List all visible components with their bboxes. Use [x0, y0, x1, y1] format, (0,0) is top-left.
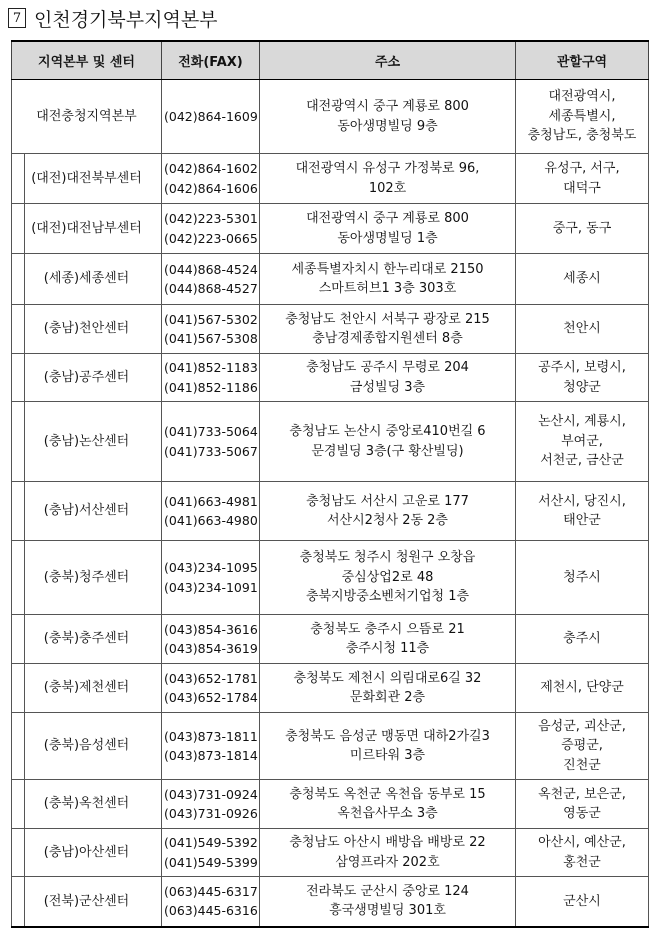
address [260, 354, 516, 402]
jurisdiction-area [516, 305, 649, 354]
indent-divider [24, 305, 25, 353]
jurisdiction-area-line: 세종시 [563, 271, 601, 287]
jurisdiction-area [516, 402, 649, 482]
jurisdiction-area-line: 서천군, 금산군 [540, 453, 624, 469]
phone-number [162, 154, 260, 204]
phone-number-line: (044)868-4527 [164, 281, 258, 296]
jurisdiction-area-line: 진천군 [563, 757, 601, 773]
jurisdiction-area [516, 482, 649, 541]
phone-number-line: (043)873-1814 [164, 748, 258, 763]
phone-number [162, 541, 260, 615]
center-name: (충북)충주센터 [12, 615, 162, 664]
center-directory-table [11, 40, 649, 928]
center-name: (세종)세종센터 [12, 254, 162, 305]
jurisdiction-area-line: 유성구, 서구, [544, 161, 620, 176]
center-name: (충북)옥천센터 [12, 780, 162, 829]
table-row [12, 402, 649, 482]
jurisdiction-area-line: 천안시 [563, 321, 601, 337]
address-line: 금성빌딩 3층 [349, 379, 426, 395]
jurisdiction-area [516, 829, 649, 877]
table-row [12, 204, 649, 254]
jurisdiction-area-line: 중구, 동구 [552, 220, 612, 236]
table-row [12, 154, 649, 204]
jurisdiction-area [516, 713, 649, 780]
table-row [12, 829, 649, 877]
phone-number-line: (043)731-0924 [164, 786, 258, 802]
address [260, 305, 516, 354]
section-title [8, 5, 218, 31]
phone-number-line: (041)549-5392 [164, 835, 258, 850]
address-line: 전라북도 군산시 중앙로 124 [306, 883, 469, 899]
address-line: 중심상업2로 48 [341, 569, 434, 585]
address [260, 541, 516, 615]
center-name: (충남)공주센터 [12, 354, 162, 402]
address-line: 서산시2청사 2동 2층 [327, 513, 448, 528]
address-line: 충주시청 11층 [345, 641, 430, 656]
jurisdiction-area [516, 780, 649, 829]
indent-divider [24, 154, 25, 203]
phone-number-line: (041)567-5302 [164, 311, 258, 327]
address [260, 713, 516, 780]
address-line: 102호 [368, 180, 407, 196]
indent-divider [24, 829, 25, 876]
address-line: 충북지방중소벤처기업청 1층 [305, 589, 470, 605]
phone-number-line: (041)733-5064 [164, 424, 258, 439]
jurisdiction-area-line: 대전광역시, [548, 89, 616, 105]
phone-number-line: (041)663-4980 [164, 513, 258, 528]
jurisdiction-area [516, 204, 649, 254]
table-row [12, 254, 649, 305]
phone-number-line: (043)234-1095 [164, 560, 258, 575]
phone-number [162, 713, 260, 780]
phone-number-line: (043)854-3616 [164, 621, 258, 637]
jurisdiction-area-line: 세종특별시, [548, 108, 616, 124]
address-line: 대전광역시 중구 계룡로 800 [306, 99, 469, 114]
table-row [12, 482, 649, 541]
phone-number [162, 877, 260, 927]
address [260, 664, 516, 713]
phone-number-line: (041)852-1186 [164, 379, 258, 395]
center-name: (충남)천안센터 [12, 305, 162, 354]
phone-number [162, 482, 260, 541]
phone-number-line: (043)854-3619 [164, 641, 258, 656]
phone-number-line: (041)733-5067 [164, 443, 258, 459]
address [260, 829, 516, 877]
address-line: 스마트허브1 3층 303호 [318, 281, 457, 296]
phone-number-line: (043)873-1811 [164, 728, 258, 744]
center-name: (대전)대전북부센터 [12, 154, 162, 204]
jurisdiction-area-line: 증평군, [561, 738, 603, 754]
jurisdiction-area-line: 홍천군 [563, 854, 601, 870]
phone-number [162, 402, 260, 482]
indent-divider [24, 354, 25, 401]
address-line: 삼영프라자 202호 [335, 854, 440, 870]
center-name: (충남)서산센터 [12, 482, 162, 541]
jurisdiction-area-line: 제천시, 단양군 [540, 680, 624, 696]
indent-divider [24, 482, 25, 540]
phone-number [162, 829, 260, 877]
phone-number-line: (063)445-6317 [164, 883, 258, 899]
address-line: 충청남도 천안시 서북구 광장로 215 [285, 311, 490, 327]
phone-number-line: (042)223-0665 [164, 230, 258, 246]
indent-divider [24, 541, 25, 614]
phone-number-line: (043)652-1781 [164, 670, 258, 686]
center-name: 대전충청지역본부 [12, 80, 162, 154]
phone-number-line: (042)223-5301 [164, 211, 258, 226]
jurisdiction-area [516, 664, 649, 713]
address-line: 충청남도 아산시 배방읍 배방로 22 [289, 835, 486, 850]
center-name: (충남)아산센터 [12, 829, 162, 877]
phone-number-line: (041)663-4981 [164, 493, 258, 509]
center-name: (전북)군산센터 [12, 877, 162, 927]
center-name: (충남)논산센터 [12, 402, 162, 482]
indent-divider [24, 877, 25, 926]
jurisdiction-area-line: 옥천군, 보은군, [538, 786, 626, 802]
phone-number [162, 664, 260, 713]
table-row [12, 615, 649, 664]
header-address: 주소 [260, 41, 516, 80]
phone-number-line: (041)567-5308 [164, 331, 258, 346]
jurisdiction-area [516, 615, 649, 664]
phone-number-line: (063)445-6316 [164, 903, 258, 919]
address-line: 충남경제종합지원센터 8층 [312, 331, 463, 346]
phone-number-line: (043)234-1091 [164, 579, 258, 595]
phone-number [162, 780, 260, 829]
jurisdiction-area-line: 음성군, 괴산군, [538, 718, 626, 734]
header-phone: 전화(FAX) [162, 41, 260, 80]
indent-divider [24, 713, 25, 779]
address [260, 80, 516, 154]
table-row [12, 541, 649, 615]
table-row [12, 305, 649, 354]
table-row [12, 713, 649, 780]
phone-number [162, 305, 260, 354]
address [260, 204, 516, 254]
jurisdiction-area-line: 부여군, [561, 433, 603, 449]
address-line: 충청남도 서산시 고운로 177 [306, 493, 469, 509]
center-name: (충북)음성센터 [12, 713, 162, 780]
address-line: 옥천읍사무소 3층 [337, 806, 438, 821]
jurisdiction-area-line: 논산시, 계룡시, [538, 414, 626, 430]
address [260, 254, 516, 305]
indent-divider [24, 204, 25, 253]
address-line: 문화회관 2층 [349, 690, 426, 705]
address [260, 482, 516, 541]
address-line: 충청북도 옥천군 옥천읍 동부로 15 [289, 786, 486, 802]
jurisdiction-area-line: 충주시 [563, 631, 601, 647]
indent-divider [24, 402, 25, 481]
phone-number [162, 254, 260, 305]
address-line: 미르타워 3층 [349, 748, 426, 763]
jurisdiction-area [516, 541, 649, 615]
phone-number [162, 615, 260, 664]
jurisdiction-area-line: 군산시 [563, 893, 601, 909]
address-line: 세종특별자치시 한누리대로 2150 [291, 261, 484, 277]
phone-number [162, 80, 260, 154]
phone-number [162, 354, 260, 402]
address-line: 동아생명빌딩 1층 [337, 230, 438, 246]
address-line: 대전광역시 중구 계룡로 800 [306, 211, 469, 226]
indent-divider [24, 615, 25, 663]
phone-number-line: (043)731-0926 [164, 806, 258, 821]
jurisdiction-area-line: 청주시 [563, 569, 601, 585]
center-name: (충북)청주센터 [12, 541, 162, 615]
jurisdiction-area-line: 아산시, 예산군, [538, 835, 626, 850]
address-line: 충청북도 충주시 으뜸로 21 [310, 621, 465, 637]
jurisdiction-area [516, 877, 649, 927]
address [260, 877, 516, 927]
jurisdiction-area [516, 354, 649, 402]
jurisdiction-area-line: 공주시, 보령시, [538, 360, 626, 375]
phone-number [162, 204, 260, 254]
jurisdiction-area-line: 영동군 [563, 806, 601, 821]
jurisdiction-area-line: 청양군 [563, 379, 601, 395]
header-area: 관할구역 [516, 41, 649, 80]
address [260, 615, 516, 664]
address-line: 충청남도 논산시 중앙로410번길 6 [289, 424, 486, 439]
table-row [12, 80, 649, 154]
jurisdiction-area-line: 태안군 [563, 513, 601, 528]
address-line: 흥국생명빌딩 301호 [329, 903, 446, 919]
phone-number-line: (042)864-1609 [164, 108, 258, 124]
address [260, 154, 516, 204]
phone-number-line: (044)868-4524 [164, 261, 258, 277]
header-row [12, 41, 649, 80]
jurisdiction-area-line: 서산시, 당진시, [538, 493, 626, 509]
table-row [12, 664, 649, 713]
section-title-text: 인천경기북부지역본부 [34, 8, 218, 31]
table-row [12, 877, 649, 927]
section-number: 7 [8, 8, 26, 28]
indent-divider [24, 780, 25, 828]
address-line: 대전광역시 유성구 가정북로 96, [295, 161, 480, 176]
jurisdiction-area-line: 대덕구 [563, 180, 601, 196]
address-line: 충청남도 공주시 무령로 204 [306, 360, 469, 375]
center-name: (충북)제천센터 [12, 664, 162, 713]
address-line: 문경빌딩 3층(구 황산빌딩) [311, 443, 464, 459]
phone-number-line: (041)852-1183 [164, 360, 258, 375]
table-row [12, 354, 649, 402]
phone-number-line: (041)549-5399 [164, 854, 258, 870]
table-body [12, 80, 649, 927]
jurisdiction-area [516, 80, 649, 154]
address [260, 780, 516, 829]
address-line: 충청북도 청주시 청원구 오창읍 [299, 550, 476, 566]
jurisdiction-area-line: 충청남도, 충청북도 [527, 128, 637, 144]
address-line: 충청북도 제천시 의림대로6길 32 [293, 670, 482, 686]
address-line: 동아생명빌딩 9층 [337, 118, 438, 134]
indent-divider [24, 664, 25, 712]
indent-divider [24, 254, 25, 304]
phone-number-line: (042)864-1602 [164, 161, 258, 176]
jurisdiction-area [516, 154, 649, 204]
address [260, 402, 516, 482]
table-row [12, 780, 649, 829]
jurisdiction-area [516, 254, 649, 305]
header-center: 지역본부 및 센터 [12, 41, 162, 80]
phone-number-line: (043)652-1784 [164, 690, 258, 705]
phone-number-line: (042)864-1606 [164, 180, 258, 196]
address-line: 충청북도 음성군 맹동면 대하2가길3 [285, 728, 490, 744]
center-name: (대전)대전남부센터 [12, 204, 162, 254]
